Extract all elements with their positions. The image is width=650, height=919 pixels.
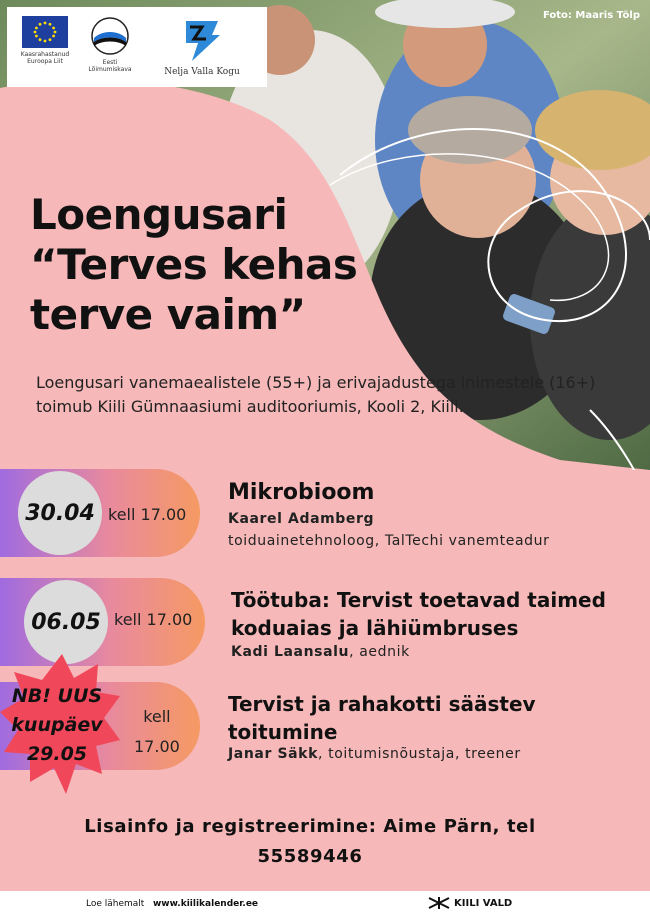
event-title-line-2: toitumine (228, 720, 338, 744)
sponsor-logos (7, 7, 267, 87)
event-row-1 (0, 469, 650, 557)
burst-line-3: 29.05 (26, 743, 88, 765)
event-title-line-1: Tervist ja rahakotti säästev (228, 692, 536, 716)
burst-line-1: NB! UUS (11, 685, 103, 707)
nvk-logo (145, 12, 259, 82)
footer (0, 891, 650, 919)
event-title-line-2: koduaias ja lähiümbruses (231, 616, 519, 640)
title-line-2: “Terves kehas (30, 240, 358, 289)
kiili-vald-logo (428, 897, 512, 909)
nvk-logo-text: Nelja Valla Kogu (164, 67, 240, 77)
new-date-notice (0, 682, 114, 769)
event-title-line-1: Töötuba: Tervist toetavad taimed (231, 588, 606, 612)
event-time: kell 17.00 (114, 610, 193, 629)
event-time (134, 702, 180, 762)
footer-url-link[interactable]: www.kiilikalender.ee (152, 899, 259, 909)
event-role: toiduainetehnoloog, TalTechi vanemteadur (228, 533, 550, 549)
ee-emblem-icon (90, 16, 130, 56)
event-time-line-2: 17.00 (134, 737, 180, 756)
ee-logo (85, 16, 135, 78)
event-time: kell 17.00 (108, 505, 187, 524)
event-speaker: Kadi Laansalu (231, 644, 350, 660)
eu-flag-icon (22, 16, 68, 48)
nvk-emblem-icon (172, 17, 232, 65)
footer-read-label: Loe lähemalt (86, 899, 145, 909)
footer-read-more (86, 899, 258, 909)
photo-credit: Foto: Maaris Tõlp (542, 10, 640, 21)
event-speaker: Janar Säkk (228, 746, 318, 762)
contact-info (0, 812, 620, 872)
event-title (231, 586, 606, 642)
eu-logo-text: Kaasrahastanud Euroopa Liit (20, 51, 70, 65)
event-role: , toitumisnõustaja, treener (318, 746, 521, 762)
title-line-3: terve vaim” (30, 290, 306, 339)
event-role: , aednik (349, 644, 410, 660)
kiili-vald-emblem-icon (428, 897, 450, 909)
event-time-line-1: kell (143, 707, 171, 726)
contact-phone: 55589446 (257, 846, 363, 867)
intro-text: Loengusari vanemaealistele (55+) ja erivajadustega inimestele (16+) toimub Kiili Gümnaasiumi auditooriumis, Kooli 2, Kiili. (36, 373, 596, 416)
event-speaker-line (231, 644, 410, 660)
event-title: Mikrobioom (228, 480, 375, 505)
event-date: 06.05 (24, 580, 108, 664)
footer-org: KIILI VALD (454, 897, 513, 909)
contact-line-1: Lisainfo ja registreerimine: Aime Pärn, tel (84, 816, 536, 837)
title-line-1: Loengusari (30, 190, 288, 239)
event-title (228, 690, 536, 746)
event-speaker: Kaarel Adamberg (228, 511, 375, 527)
event-date: 30.04 (18, 471, 102, 555)
event-row-2 (0, 578, 650, 666)
burst-line-2: kuupäev (11, 714, 103, 736)
eu-logo (15, 16, 75, 78)
event-speaker-line (228, 746, 521, 762)
ee-logo-text: Eesti Lõimumiskava (88, 59, 132, 73)
page-title (30, 190, 357, 340)
